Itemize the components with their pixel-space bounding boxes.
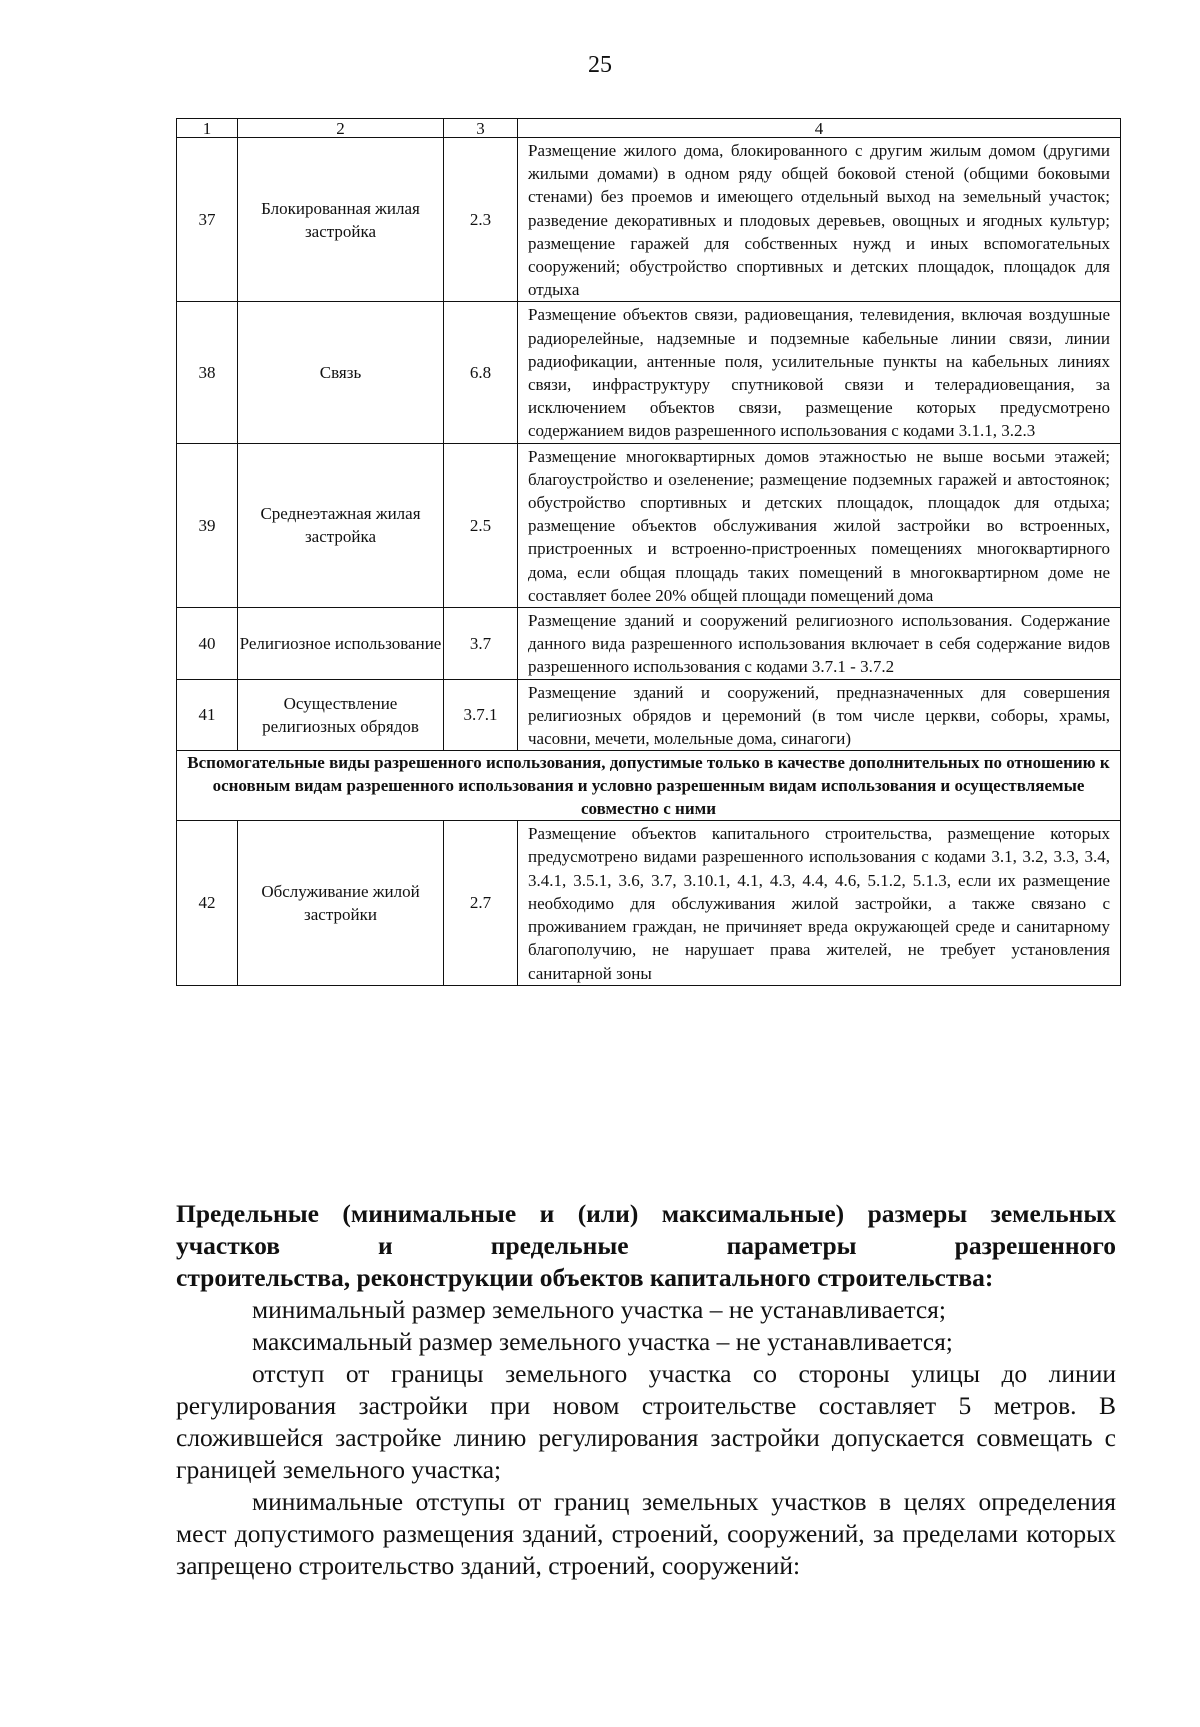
table-header-row [177,119,1121,138]
column-header: 1 [177,119,238,138]
use-type-code: 6.8 [444,302,518,443]
use-type-name: Обслуживание жилой застройки [238,821,444,985]
page-number: 25 [588,52,612,78]
use-type-description: Размещение многоквартирных домов этажностью не выше восьми этажей; благоустройство и озеленение; размещение подземных гаражей и автостоянок; обустройство спортивных и детских площадок, площадок для отдыха; размещение объектов обслуживания жилой застройки во встроенных, пристроенных и встроенно-пристроенных помещениях многоквартирного дома, если общая площадь таких помещений в многоквартирном доме не составляет более 20% общей площади помещений дома [518,443,1121,607]
row-number: 37 [177,138,238,302]
use-type-code: 3.7.1 [444,679,518,751]
land-use-table [176,118,1121,986]
row-number: 42 [177,821,238,985]
use-type-description: Размещение объектов капитального строительства, размещение которых предусмотрено видами разрешенного использования с кодами 3.1, 3.2, 3.3, 3.4, 3.4.1, 3.5.1, 3.6, 3.7, 3.10.1, 4.1, 4.3, 4.4, 4.6, 5.1.2, 5.1.3, если их размещение необходимо для обслуживания жилой застройки, а также связано с проживанием граждан, не причиняет вреда окружающей среде и санитарному благополучию, не нарушает права жителей, не требует установления санитарной зоны [518,821,1121,985]
section-header-row [177,751,1121,821]
row-number: 41 [177,679,238,751]
use-type-name: Среднеэтажная жилая застройка [238,443,444,607]
row-number: 39 [177,443,238,607]
use-type-name: Блокированная жилая застройка [238,138,444,302]
use-type-description: Размещение объектов связи, радиовещания, телевидения, включая воздушные радиорелейные, надземные и подземные кабельные линии связи, линии радиофикации, антенные поля, усилительные пункты на кабельных линиях связи, инфраструктуру спутниковой связи и телерадиовещания, за исключением объектов связи, размещение которых предусмотрено содержанием видов разрешенного использования с кодами 3.1.1, 3.2.3 [518,302,1121,443]
section-heading: Предельные (минимальные и (или) максимальные) размеры земельных участков и предельные параметры разрешенного [176,1199,1116,1260]
column-header: 4 [518,119,1121,138]
table-row [177,821,1121,985]
use-type-code: 2.5 [444,443,518,607]
use-type-description: Размещение зданий и сооружений, предназначенных для совершения религиозных обрядов и церемоний (в том числе церкви, соборы, храмы, часовни, мечети, молельные дома, синагоги) [518,679,1121,751]
column-header: 3 [444,119,518,138]
use-type-code: 2.3 [444,138,518,302]
row-number: 40 [177,608,238,680]
use-type-code: 2.7 [444,821,518,985]
section-heading-end: строительства, реконструкции объектов капитального строительства: [176,1263,994,1292]
table-row [177,679,1121,751]
paragraph-min-setbacks: минимальные отступы от границ земельных участков в целях определения мест допустимого размещения зданий, строений, сооружений, за пределами которых запрещено строительство зданий, строений, сооружений: [176,1487,1116,1580]
table-row [177,608,1121,680]
use-type-code: 3.7 [444,608,518,680]
paragraph-max-size: максимальный размер земельного участка – не устанавливается; [252,1327,953,1356]
table-row [177,443,1121,607]
use-type-name: Связь [238,302,444,443]
table-row [177,302,1121,443]
table-row [177,138,1121,302]
paragraph-street-setback: отступ от границы земельного участка со стороны улицы до линии регулирования застройки при новом строительстве составляет 5 метров. В сложившейся застройке линию регулирования застройки допускается совмещать с границей земельного участка; [176,1359,1116,1484]
use-type-description: Размещение зданий и сооружений религиозного использования. Содержание данного вида разрешенного использования включает в себя содержание видов разрешенного использования с кодами 3.7.1 - 3.7.2 [518,608,1121,680]
use-type-name: Религиозное использование [238,608,444,680]
use-type-description: Размещение жилого дома, блокированного с другим жилым домом (другими жилыми домами) в одном ряду общей боковой стеной (общими боковыми стенами) без проемов и имеющего отдельный выход на земельный участок; разведение декоративных и плодовых деревьев, овощных и ягодных культур; размещение гаражей для собственных нужд и иных вспомогательных сооружений; обустройство спортивных и детских площадок, площадок для отдыха [518,138,1121,302]
paragraph-min-size: минимальный размер земельного участка – не устанавливается; [252,1295,946,1324]
auxiliary-uses-section-title: Вспомогательные виды разрешенного использования, допустимые только в качестве дополнительных по отношению к основным видам разрешенного использования и условно разрешенным видам использования и осуществляемые совместно с ними [177,751,1121,821]
use-type-name: Осуществление религиозных обрядов [238,679,444,751]
column-header: 2 [238,119,444,138]
parameters-section [176,1198,1116,1582]
row-number: 38 [177,302,238,443]
